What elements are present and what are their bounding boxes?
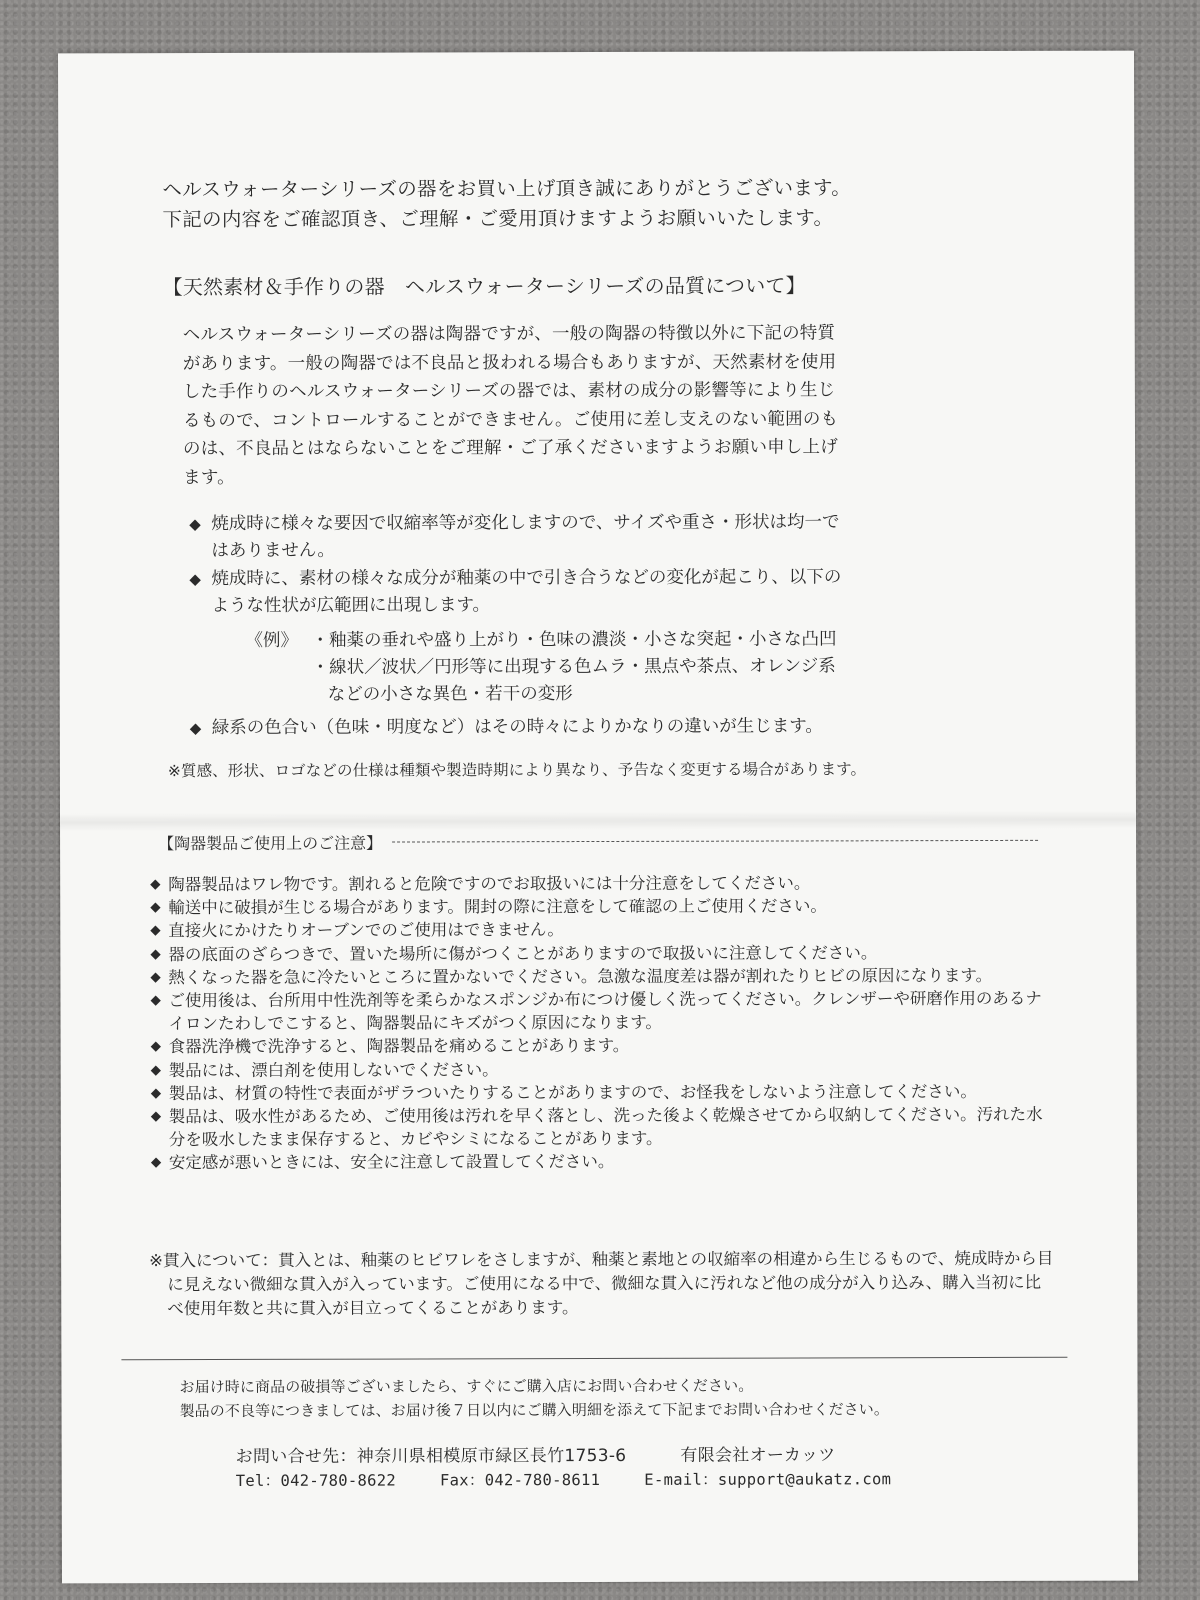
caution-item: ◆ 製品は、吸水性があるため、ご使用後は汚れを早く落とし、洗った後よく乾燥させてから収納してください。汚れた水分を吸水したまま保存すると、カビやシミになることがあります。 bbox=[151, 1103, 1051, 1152]
caution-item: ◆ ご使用後は、台所用中性洗剤等を柔らかなスポンジか布につけ優しく洗ってください。クレンザーや研磨作用のあるナイロンたわしでこすると、陶器製品にキズがつく原因になります。 bbox=[150, 987, 1050, 1036]
paragraph-line: ます。 bbox=[183, 467, 235, 488]
intro-text bbox=[162, 173, 1134, 236]
damage-contact-notice: お届け時に商品の破損等ございましたら、すぐにご購入店にお問い合わせください。 製品の不良等につきましては、お届け後７日以内にご購入明細を添えて下記までお問い合わせください。 bbox=[179, 1376, 889, 1421]
kannyu-note: ※貫入について：貫入とは、釉薬のヒビワレをさしますが、釉薬と素地との収縮率の相違から生じるもので、焼成時から目に見えない微細な貫入が入っています。ご使用になる中で、微細な貫入に汚れなど他の成分が入り込み、購入当初に比べ使用年数と共に貫入が目立ってくることがあります。 bbox=[149, 1248, 1054, 1319]
caution-item: ◆ 熱くなった器を急に冷たいところに置かないでください。急激な温度差は器が割れたりヒビの原因になります。 bbox=[150, 964, 1050, 990]
example-line: ・線状／波状／円形等に出現する色ムラ・黒点や茶点、オレンジ系 bbox=[311, 656, 836, 678]
inquiry-address: お問い合せ先：神奈川県相模原市緑区長竹1753-6 bbox=[235, 1445, 627, 1467]
caution-heading: 【陶器製品ご使用上のご注意】 bbox=[158, 833, 383, 854]
quality-heading: 【天然素材＆手作りの器 ヘルスウォーターシリーズの品質について】 bbox=[162, 273, 806, 300]
bullet-item: ◆ 緑系の色合い（色味・明度など）はその時々によりかなりの違いが生じます。 bbox=[190, 713, 1030, 742]
tel-number: Tel：042-780-8622 bbox=[235, 1471, 397, 1490]
caution-item: ◆ 陶器製品はワレ物です。割れると危険ですのでお取扱いには十分注意をしてください。 bbox=[150, 871, 1050, 897]
instruction-sheet bbox=[58, 51, 1138, 1584]
section-divider bbox=[121, 1357, 1067, 1360]
fax-number: Fax：042-780-8611 bbox=[439, 1470, 601, 1490]
inquiry-info bbox=[236, 1443, 1138, 1493]
example-block bbox=[246, 626, 1030, 709]
example-label: 《例》 bbox=[245, 630, 299, 651]
caution-item: ◆ 輸送中に破損が生じる場合があります。開封の際に注意をして確認の上ご使用ください。 bbox=[150, 894, 1050, 920]
paragraph-line: るもので、コントロールすることができません。ご使用に差し支えのない範囲のも bbox=[182, 408, 839, 431]
company-name: 有限会社オーカッツ bbox=[680, 1445, 836, 1466]
caution-heading-row bbox=[158, 829, 1038, 854]
intro-line: 下記の内容をご確認頂き、ご理解・ご愛用頂けますようお願いいたします。 bbox=[162, 206, 834, 232]
paragraph-line: した手作りのヘルスウォーターシリーズの器では、素材の成分の影響等により生じ bbox=[182, 380, 836, 403]
caution-item: ◆ 器の底面のざらつきで、置いた場所に傷がつくことがありますので取扱いに注意してください。 bbox=[150, 940, 1050, 966]
caution-item: ◆ 製品は、材質の特性で表面がザラついたりすることがありますので、お怪我をしないよう注意してください。 bbox=[151, 1080, 1051, 1106]
bullet-item: ◆ 焼成時に様々な要因で収縮率等が変化しますので、サイズや重さ・形状は均一で はありません。 bbox=[189, 509, 1029, 565]
caution-item: ◆ 安定感が悪いときには、安全に注意して設置してください。 bbox=[151, 1149, 1051, 1175]
caution-item: ◆ 食器洗浄機で洗浄すると、陶器製品を痛めることがあります。 bbox=[151, 1033, 1051, 1059]
paragraph-line: のは、不良品とはならないことをご理解・ご了承くださいますようお願い申し上げ bbox=[183, 437, 838, 460]
example-line: などの小さな異色・若干の変形 bbox=[327, 684, 573, 705]
spec-note: ※質感、形状、ロゴなどの仕様は種類や製造時期により異なり、予告なく変更する場合があります。 bbox=[167, 760, 867, 781]
paragraph-line: があります。一般の陶器では不良品と扱われる場合もありますが、天然素材を使用 bbox=[182, 351, 837, 374]
paragraph-line: ヘルスウォーターシリーズの器は陶器ですが、一般の陶器の特徴以外に下記の特質 bbox=[182, 323, 836, 346]
bullet-item: ◆ 焼成時に、素材の様々な成分が釉薬の中で引き合うなどの変化が起こり、以下の ような性状が広範囲に出現します。 bbox=[189, 564, 1029, 620]
quality-paragraph bbox=[183, 319, 1025, 492]
email-address: E-mail：support@aukatz.com bbox=[644, 1470, 892, 1489]
caution-list bbox=[150, 871, 1051, 1175]
intro-line: ヘルスウォーターシリーズの器をお買い上げ頂き誠にありがとうございます。 bbox=[162, 176, 852, 202]
example-line: ・釉薬の垂れや盛り上がり・色味の濃淡・小さな突起・小さな凸凹 bbox=[311, 629, 837, 651]
quality-bullets bbox=[189, 509, 1030, 743]
caution-item: ◆ 直接火にかけたりオーブンでのご使用はできません。 bbox=[150, 917, 1050, 943]
dashed-divider bbox=[392, 840, 1038, 843]
caution-item: ◆ 製品には、漂白剤を使用しないでください。 bbox=[151, 1056, 1051, 1082]
